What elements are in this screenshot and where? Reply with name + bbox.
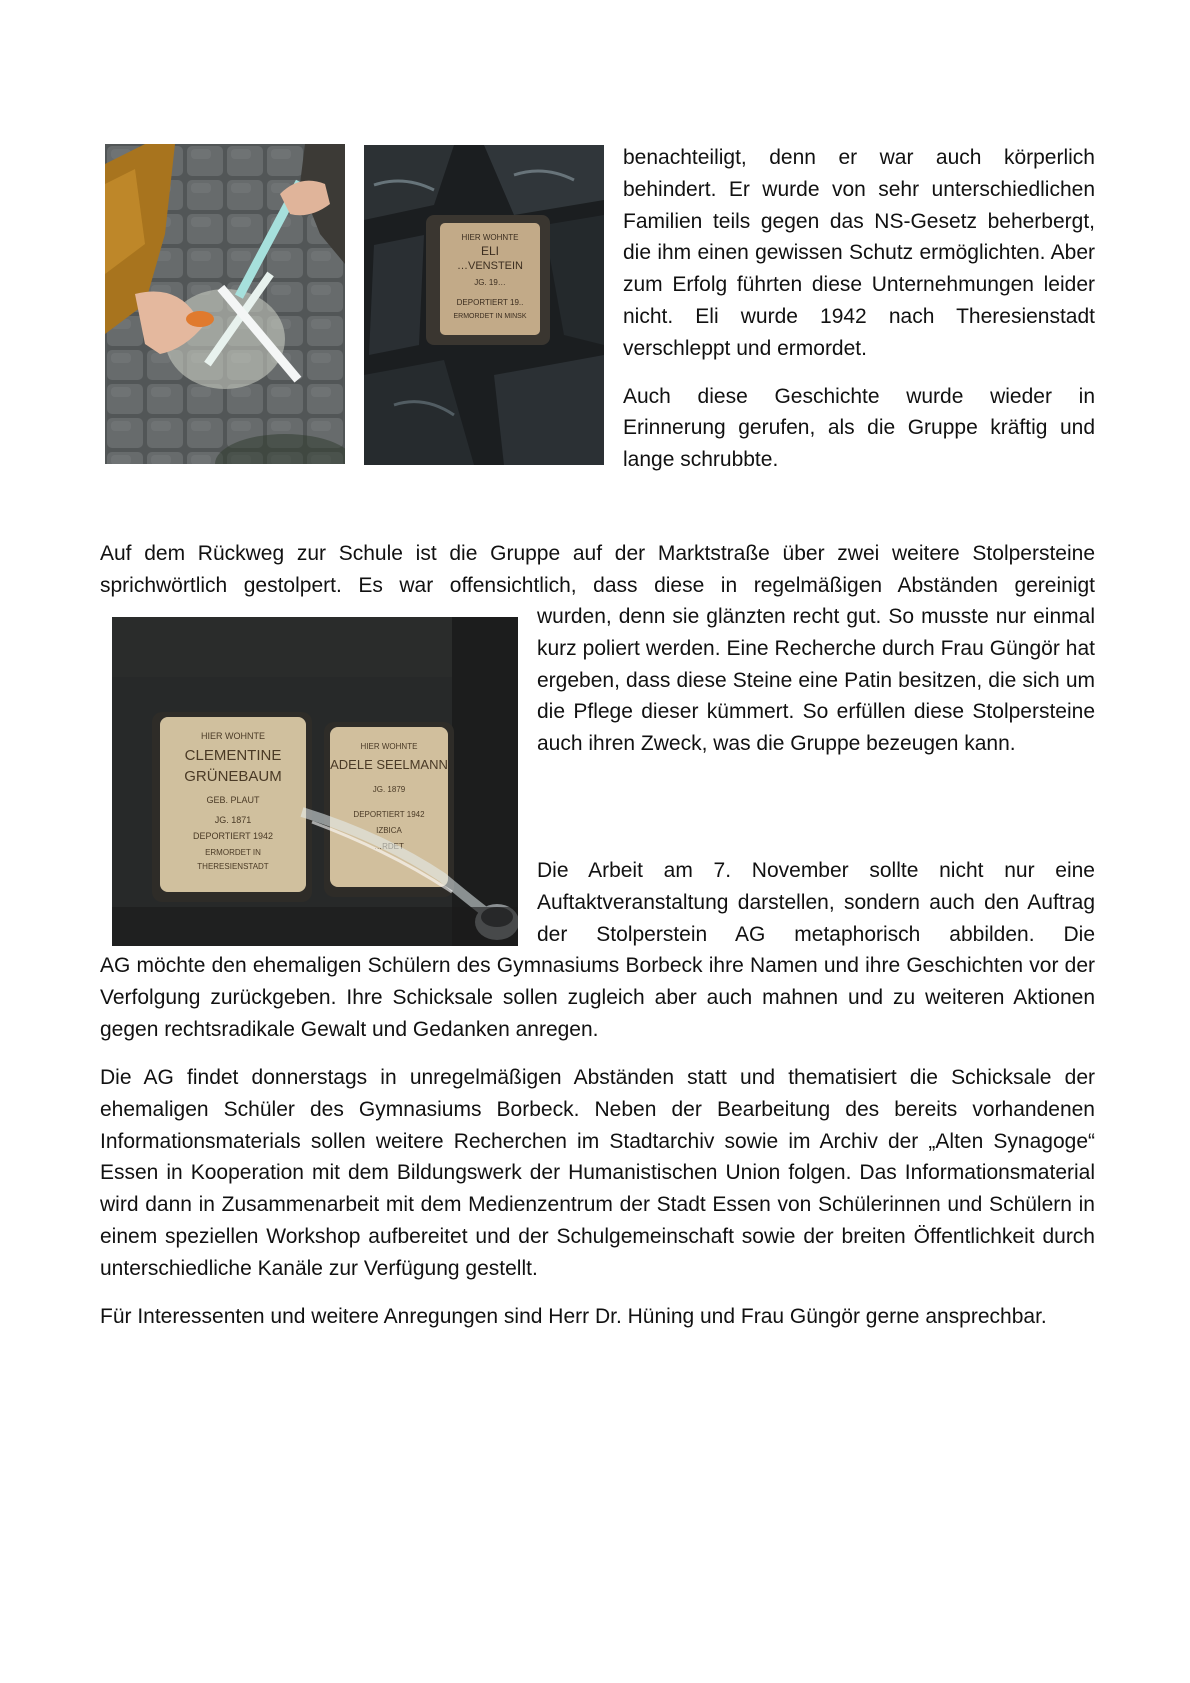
eli-line-6: ERMORDET IN MINSK: [453, 313, 527, 320]
eli-line-2: ELI: [480, 244, 500, 258]
clementine-line-3: GRÜNEBAUM: [184, 768, 282, 785]
bottom-text: [100, 1062, 1095, 1332]
middle-side-column-2: [537, 855, 1095, 950]
adele-line-3: JG. 1879: [372, 785, 406, 794]
middle-continuation-text: AG möchte den ehemaligen Schülern des Gymnasiums Borbeck ihre Namen und ihre Geschichten vor der Verfolgung zurückgeben. Ihre Schicksale sollen zugleich aber auch mahnen und zu weiteren Aktionen gegen rechtsradikale Gewalt und Gedanken anregen.: [100, 954, 1095, 1041]
middle-lead: [100, 538, 1095, 602]
middle-side-paragraph: wurden, denn sie glänzten recht gut. So musste nur einmal kurz poliert werden. Eine Recherche durch Frau Güngör hat ergeben, dass diese Steine eine Patin besitzen, die sich um die Pflege dieser kümmert. So erfüllen diese Stolpersteine auch ihren Zweck, was die Gruppe bezeugen kann.: [537, 605, 1095, 756]
eli-line-5: DEPORTIERT 19..: [456, 298, 524, 307]
clementine-line-7: ERMORDET IN: [205, 848, 261, 857]
clementine-line-6: DEPORTIERT 1942: [192, 831, 274, 841]
photo-stone-eli: [364, 145, 604, 465]
clementine-line-1: HIER WOHNTE: [201, 731, 265, 741]
bottom-paragraph-1: Die AG findet donnerstags in unregelmäßigen Abständen statt und thematisiert die Schicksale der ehemaligen Schüler des Gymnasiums Borbeck. Neben der Bearbeitung des bereits vorhandenen Informationsmaterials sollen weitere Recherchen im Stadtarchiv sowie im Archiv der „Alten Synagoge“ Essen in Kooperation mit dem Bildungswerk der Humanistischen Union folgen. Das Informationsmaterial wird dann in Zusammenarbeit mit dem Medienzentrum der Stadt Essen von Schülerinnen und Schülern in einem speziellen Workshop aufbereitet und der Schulgemeinschaft sowie der breiten Öffentlichkeit durch unterschiedliche Kanäle zur Verfügung gestellt.: [100, 1066, 1095, 1280]
clementine-line-2: CLEMENTINE: [184, 747, 282, 764]
eli-line-3: …VENSTEIN: [456, 260, 524, 272]
adele-line-2: ADELE SEELMANN: [330, 757, 448, 772]
clementine-line-4: GEB. PLAUT: [206, 795, 260, 805]
photo-stone-eli-image: [364, 145, 604, 465]
eli-line-1: HIER WOHNTE: [461, 233, 519, 242]
adele-line-1: HIER WOHNTE: [360, 742, 418, 751]
photo-scrubbing: [105, 144, 345, 464]
photo-scrubbing-image: [105, 144, 345, 464]
middle-continuation: [100, 950, 1095, 1045]
top-paragraph-1: benachteiligt, denn er war auch körperlich behindert. Er wurde von sehr unterschiedlichen Familien teils gegen das NS-Gesetz beherbergt, die ihm einen gewissen Schutz ermöglichten. Aber zum Erfolg führten diese Unternehmungen leider nicht. Eli wurde 1942 nach Theresienstadt verschleppt und ermordet.: [623, 146, 1095, 360]
adele-line-5: IZBICA: [376, 826, 402, 835]
clementine-line-5: JG. 1871: [214, 815, 252, 825]
middle-lead-text: Auf dem Rückweg zur Schule ist die Gruppe auf der Marktstraße über zwei weitere Stolpersteine sprichwörtlich gestolpert. Es war offensichtlich, dass diese in regelmäßigen Abständen gereinigt: [100, 542, 1095, 597]
photo-stones-marktstrasse-image: [112, 617, 518, 946]
middle-side-paragraph-2: Die Arbeit am 7. November sollte nicht nur eine Auftaktveranstaltung darstellen, sondern auch den Auftrag der Stolperstein AG metaphorisch abbilden. Die: [537, 859, 1095, 946]
top-text-column: [623, 142, 1095, 476]
photo-stones-marktstrasse: [112, 617, 518, 946]
eli-line-4: JG. 19…: [474, 278, 506, 287]
adele-line-4: DEPORTIERT 1942: [353, 810, 425, 819]
bottom-paragraph-2: Für Interessenten und weitere Anregungen sind Herr Dr. Hüning und Frau Güngör gerne ansprechbar.: [100, 1304, 1047, 1328]
top-paragraph-2: Auch diese Geschichte wurde wieder in Erinnerung gerufen, als die Gruppe kräftig und lange schrubbte.: [623, 384, 1095, 472]
middle-side-column: [537, 601, 1095, 760]
adele-line-6: …RDET: [374, 842, 404, 851]
clementine-line-8: THERESIENSTADT: [197, 862, 269, 871]
